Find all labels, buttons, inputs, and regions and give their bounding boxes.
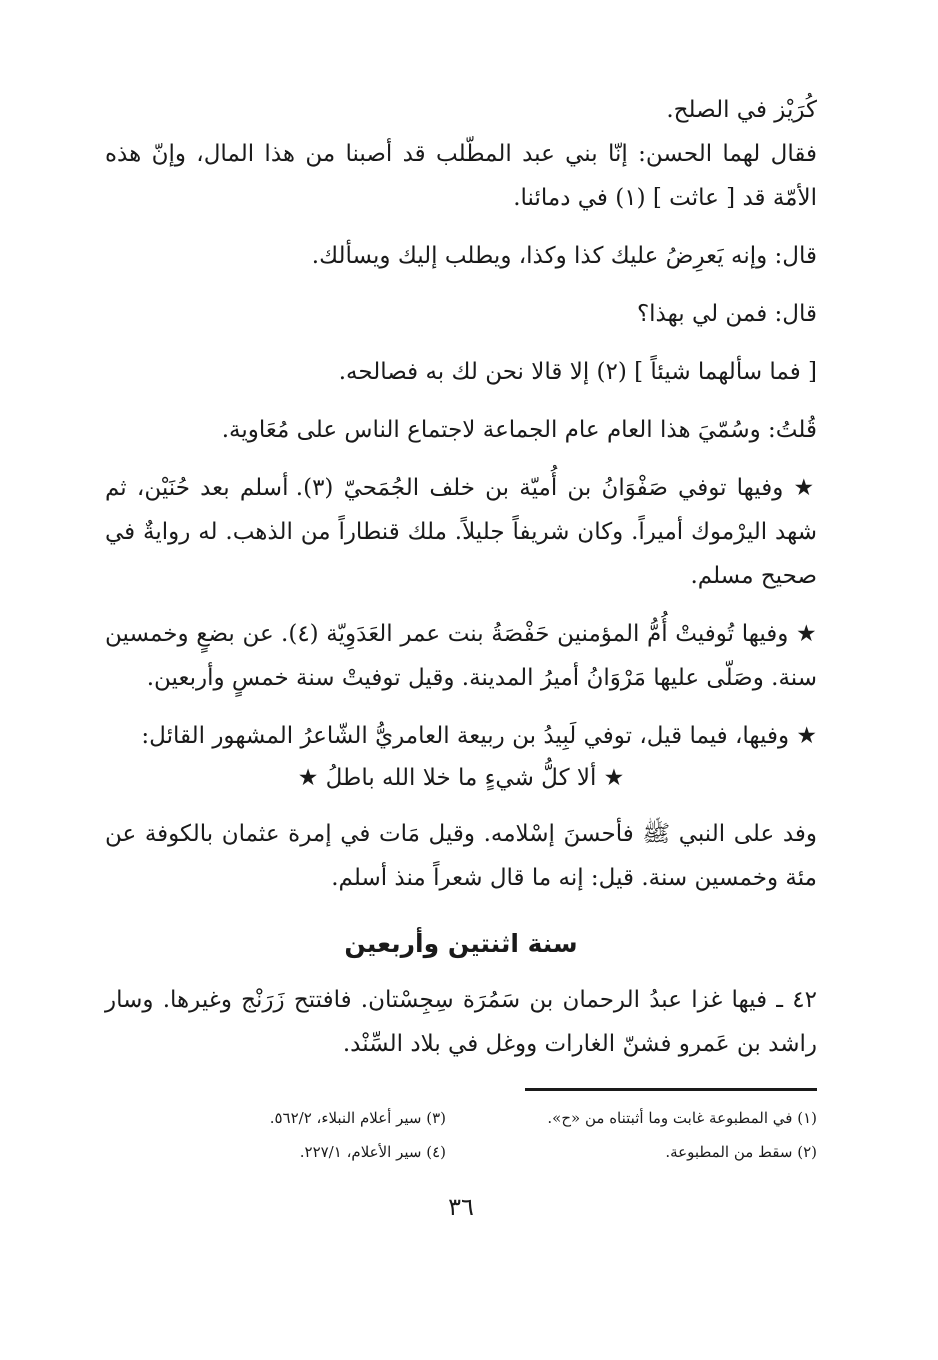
paragraph-3: قال: وإنه يَعرِضُ عليك كذا وكذا، ويطلب إليك ويسألك. (311, 243, 817, 269)
section-paragraph-1: ٤٢ ـ فيها غزا عبدُ الرحمان بن سَمُرَة سِجِسْتان. فافتتح زَرَنْج وغيرها. وسار راشد بن عَمرو فشنّ الغارات ووغل في بلاد السِّنْد. (105, 987, 817, 1057)
footnote-3: (٣) سير أعلام النبلاء، ٥٦٢/٢. (269, 1109, 446, 1127)
paragraph-6: قُلتُ: وسُمّيَ هذا العام عام الجماعة لاجتماع الناس على مُعَاوية. (221, 417, 817, 443)
paragraph-5: [ فما سألهما شيئاً ] (٢) إلا قالا نحن لك به فصالحه. (338, 359, 817, 385)
paragraph-8: ★ وفيها تُوفيتْ أُمُّ المؤمنين حَفْصَةُ بنت عمر العَدَوِيّة (٤). عن بضعٍ وخمسين سنة. وصَلّى عليها مَرْوَانُ أميرُ المدينة. وقيل توفيتْ سنة خمسٍ وأربعين. (105, 621, 817, 691)
page-number: ٣٦ (448, 1193, 474, 1221)
paragraph-2: فقال لهما الحسن: إنّا بني عبد المطّلب قد أصبنا من هذا المال، وإنّ هذه الأمّة قد [ عاثت ] (١) في دمائنا. (105, 141, 817, 211)
footnote-2: (٢) سقط من المطبوعة. (665, 1143, 817, 1161)
paragraph-9: ★ وفيها، فيما قيل، توفي لَبِيدُ بن ربيعة العامريُّ الشّاعرُ المشهور القائل: (141, 723, 817, 749)
footnote-1: (١) في المطبوعة غابت وما أثبتناه من «ح». (547, 1109, 817, 1127)
paragraph-1: كُرَيْز في الصلح. (666, 97, 817, 123)
paragraph-7: ★ وفيها توفي صَفْوَانُ بن أُميّة بن خلف الجُمَحيّ (٣). أسلم بعد حُنَيْن، ثم شهد اليرْموك أميراً. وكان شريفاً جليلاً. ملك قنطاراً من الذهب. له روايةٌ في صحيح مسلم. (105, 475, 818, 589)
footnotes (105, 1101, 817, 1169)
paragraph-10: وفد على النبي ﷺ فأحسنَ إسْلامه. وقيل مَات في إمرة عثمان بالكوفة عن مئة وخمسين سنة. قيل: إنه ما قال شعراً منذ أسلم. (105, 821, 817, 891)
footnote-divider (525, 1088, 817, 1091)
poem-verse: ★ ألا كلُّ شيءٍ ما خلا الله باطلُ ★ (297, 765, 625, 791)
section-heading: سنة اثنتين وأربعين (344, 929, 578, 958)
footnote-4: (٤) سير الأعلام، ٢٢٧/١. (299, 1143, 446, 1161)
book-page (105, 88, 817, 1227)
paragraph-4: قال: فمن لي بهذا؟ (636, 301, 817, 327)
